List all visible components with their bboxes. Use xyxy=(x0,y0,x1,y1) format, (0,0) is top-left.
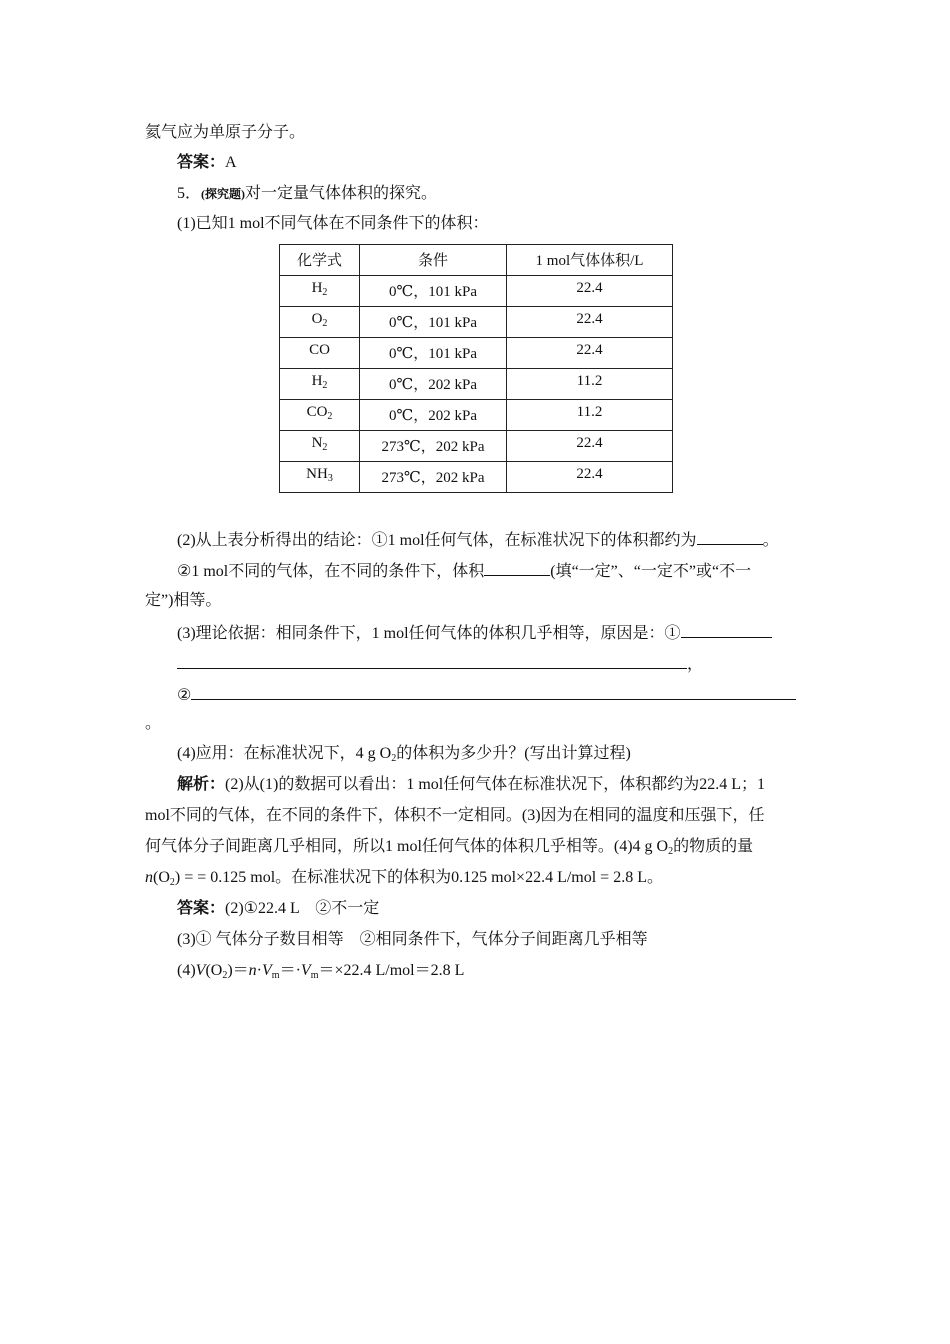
condition-cell: 0℃，101 kPa xyxy=(360,276,507,307)
formula-cell: $N_2$ xyxy=(280,431,360,462)
answer-blank xyxy=(697,529,763,545)
part-3-line3: ② xyxy=(177,684,796,706)
question-5-stem xyxy=(177,184,437,204)
part-3-end: 。 xyxy=(145,715,162,732)
answer-label: 答案： xyxy=(177,900,226,917)
formula-cell: $H_2$ xyxy=(280,276,360,307)
part-4: (4)应用：在标准状况下，4 g $O_2$的体积为多少升？(写出计算过程) xyxy=(177,745,631,764)
formula-cell: $O_2$ xyxy=(280,307,360,338)
condition-cell: 0℃，202 kPa xyxy=(360,369,507,400)
answer-value: A xyxy=(225,154,237,171)
table-row xyxy=(280,307,673,338)
table-header-row xyxy=(280,245,673,276)
answer-line-2: 答案：(2)①22.4 L ②不一定 xyxy=(177,900,380,917)
part-2b-cont: 定”)相等。 xyxy=(145,592,222,609)
prev-tail: 氦气应为单原子分子。 xyxy=(145,124,306,141)
condition-cell: 0℃，202 kPa xyxy=(360,400,507,431)
table-row xyxy=(280,338,673,369)
table-row xyxy=(280,431,673,462)
condition-cell: 273℃，202 kPa xyxy=(360,431,507,462)
analysis-line-1: 解析：(2)从(1)的数据可以看出：1 mol任何气体在标准状况下，体积都约为22.4 L；1 xyxy=(177,776,765,793)
question-tag: (探究题) xyxy=(201,187,246,201)
formula-cell: $CO_2$ xyxy=(280,400,360,431)
volume-cell: 11.2 xyxy=(507,369,673,400)
question-stem: 对一定量气体体积的探究。 xyxy=(245,185,438,202)
part-2a: (2)从上表分析得出的结论：①1 mol任何气体，在标准状况下的体积都约为 。 xyxy=(177,529,779,551)
volume-cell: 22.4 xyxy=(507,307,673,338)
question-number: 5． xyxy=(177,185,202,202)
formula-cell: $NH_3$ xyxy=(280,462,360,493)
header-formula: 化学式 xyxy=(280,245,360,276)
condition-cell: 0℃，101 kPa xyxy=(360,307,507,338)
answer-line-4: $(4)V(O_2)=n\cdot V_m=\cdot V_m=\times 22.4$ L/mol＝2.8 L xyxy=(177,962,465,981)
prev-answer xyxy=(177,153,237,173)
table-row xyxy=(280,276,673,307)
condition-cell: 273℃，202 kPa xyxy=(360,462,507,493)
answer-blank xyxy=(191,684,796,700)
header-volume: 1 mol气体体积/L xyxy=(507,245,673,276)
table-row xyxy=(280,369,673,400)
answer-blank xyxy=(681,622,772,638)
volume-cell: 22.4 xyxy=(507,338,673,369)
answer-blank xyxy=(484,560,550,576)
table-row xyxy=(280,400,673,431)
condition-cell: 0℃，101 kPa xyxy=(360,338,507,369)
analysis-line-2: mol不同的气体，在不同的条件下，体积不一定相同。(3)因为在相同的温度和压强下，任 xyxy=(145,807,765,824)
volume-cell: 22.4 xyxy=(507,462,673,493)
volume-cell: 22.4 xyxy=(507,431,673,462)
table-row xyxy=(280,462,673,493)
part-2b: ②1 mol不同的气体，在不同的条件下，体积 (填“一定”、“一定不”或“不一 xyxy=(177,560,751,582)
gas-volume-table xyxy=(279,244,673,493)
analysis-line-3: 何气体分子间距离几乎相同，所以1 mol任何气体的体积几乎相等。(4)4 g $O_2$的物质的量 xyxy=(145,838,754,857)
formula-cell: $H_2$ xyxy=(280,369,360,400)
answer-line-3: (3)① 气体分子数目相等 ②相同条件下，气体分子间距离几乎相等 xyxy=(177,931,648,948)
part-3: (3)理论依据：相同条件下，1 mol任何气体的体积几乎相等，原因是：① xyxy=(177,622,772,644)
volume-cell: 22.4 xyxy=(507,276,673,307)
answer-blank xyxy=(177,653,687,669)
answer-label: 答案： xyxy=(177,154,226,171)
analysis-label: 解析： xyxy=(177,776,226,793)
part-3-line2: ， xyxy=(177,653,703,675)
volume-cell: 11.2 xyxy=(507,400,673,431)
analysis-line-4: $n(O_2)$ = = 0.125 mol。在标准状况下的体积为0.125 mol×22.4 L/mol = 2.8 L。 xyxy=(145,869,663,888)
header-condition: 条件 xyxy=(360,245,507,276)
part-1: (1)已知1 mol不同气体在不同条件下的体积： xyxy=(177,215,489,232)
formula-cell: CO xyxy=(280,338,360,369)
